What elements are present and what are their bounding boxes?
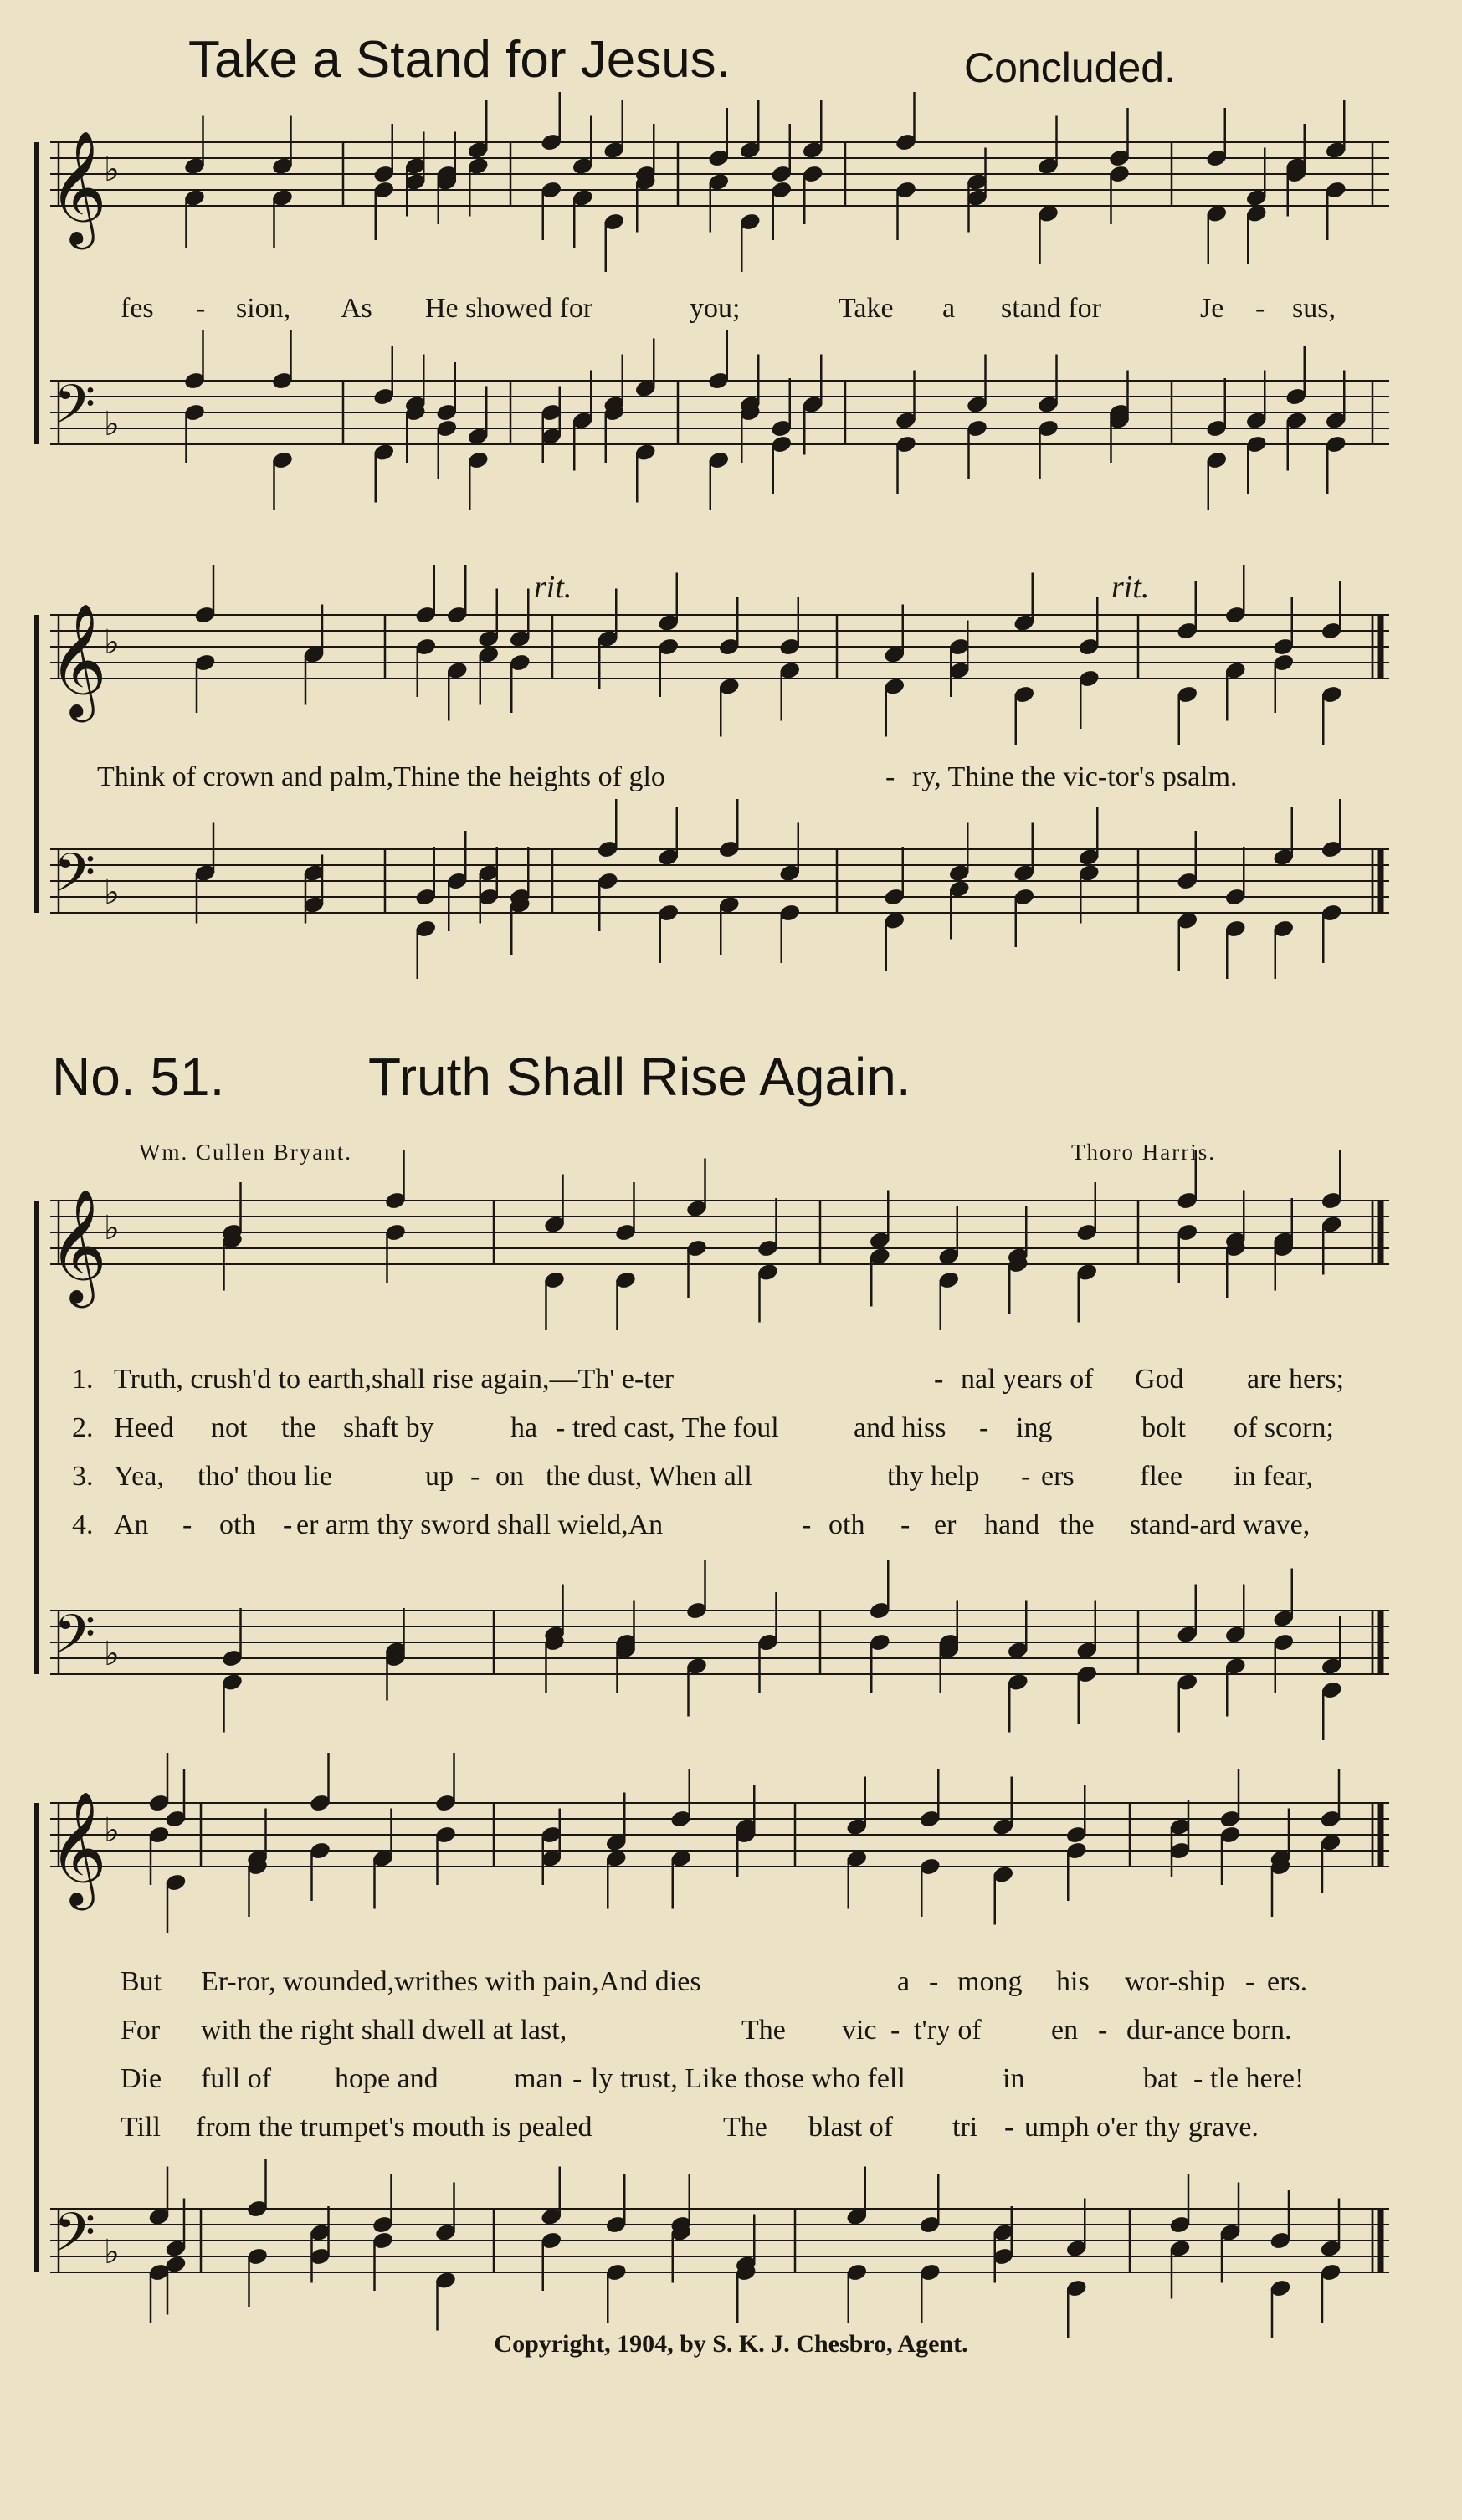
lyric-word: the [281, 1412, 316, 1443]
lyric-word: sion, [236, 293, 291, 324]
bass-clef-icon: 𝄢 [54, 374, 96, 449]
lyric-word: in fear, [1234, 1461, 1313, 1492]
lyric-word: tri [952, 2112, 978, 2143]
lyric-word: and hiss [854, 1412, 946, 1443]
verse-number: 2. [72, 1412, 94, 1443]
lyric-word: a [897, 1966, 911, 1997]
verse-line-3b [0, 2063, 1462, 2097]
lyric-word: sus, [1292, 293, 1336, 324]
lyric-word: Heed [114, 1412, 174, 1443]
lyric-word: dur-ance born. [1126, 2015, 1292, 2046]
lyric-word: thy help [887, 1461, 980, 1492]
flat-icon: ♭ [104, 623, 120, 662]
hymn-title-51: Truth Shall Rise Again. [368, 1047, 911, 1107]
lyric-word: Truth, crush'd to earth,shall rise again,—Th' e-ter [114, 1364, 675, 1395]
lyric-line-1 [0, 293, 1462, 326]
lyric-word: - [1255, 293, 1265, 324]
author-credit: Wm. Cullen Bryant. [139, 1140, 352, 1165]
verse-line-3 [0, 1461, 1462, 1494]
rit-mark-1: rit. [534, 570, 572, 605]
lyric-word: - [979, 1412, 989, 1443]
treble-clef-icon: 𝄞 [49, 1187, 107, 1303]
lyric-word: - [556, 1412, 566, 1443]
flat-icon: ♭ [104, 151, 120, 189]
rit-mark-2: rit. [1111, 570, 1150, 605]
lyric-word: en [1051, 2015, 1079, 2046]
lyric-word: ry, Thine the vic-tor's psalm. [912, 761, 1238, 792]
treble-clef-icon: 𝄞 [49, 602, 107, 717]
lyric-word: stand for [1001, 293, 1101, 324]
lyric-word: man [514, 2063, 563, 2094]
flat-icon: ♭ [104, 873, 120, 912]
lyric-word: from the trumpet's mouth is pealed [196, 2112, 592, 2143]
lyric-word: - [283, 1509, 293, 1540]
lyric-word: The [723, 2112, 767, 2143]
lyric-word: stand-ard wave, [1130, 1509, 1311, 1540]
lyric-word: tle here! [1210, 2063, 1305, 2094]
lyric-word: of scorn; [1234, 1412, 1334, 1443]
lyric-word: - [802, 1509, 812, 1540]
verse-number: 1. [72, 1364, 94, 1395]
hymn-number: No. 51. [52, 1047, 225, 1107]
treble-clef-icon: 𝄞 [49, 129, 107, 244]
lyric-word: God [1135, 1364, 1184, 1395]
lyric-word: Take [839, 293, 894, 324]
lyric-word: oth [828, 1509, 865, 1540]
lyric-word: Die [121, 2063, 162, 2094]
lyric-word: - [470, 1461, 480, 1492]
bass-clef-icon: 𝄢 [54, 843, 96, 918]
lyric-word: bolt [1141, 1412, 1186, 1443]
lyric-word: - [1245, 1966, 1255, 1997]
verse-line-4b [0, 2112, 1462, 2145]
verse-line-1 [0, 1364, 1462, 1397]
bass-clef-icon: 𝄢 [54, 1604, 96, 1679]
lyric-word: wor-ship [1125, 1966, 1226, 1997]
lyric-word: blast of [808, 2112, 894, 2143]
lyric-word: hand [984, 1509, 1040, 1540]
lyric-word: - [1098, 2015, 1108, 2046]
verse-block-a [0, 1364, 1462, 1565]
composer-credit: Thoro Harris. [1071, 1140, 1216, 1165]
lyric-word: his [1056, 1966, 1090, 1997]
lyric-word: in [1003, 2063, 1025, 2094]
lyric-word: hope and [335, 2063, 439, 2094]
lyric-word: ing [1016, 1412, 1053, 1443]
lyric-word: - [572, 2063, 582, 2094]
lyric-word: fes [121, 293, 154, 324]
lyric-word: oth [219, 1509, 256, 1540]
flat-icon: ♭ [104, 1209, 120, 1247]
lyric-word: nal years of [961, 1364, 1094, 1395]
lyric-word: - [934, 1364, 944, 1395]
verse-number: 4. [72, 1509, 94, 1540]
lyric-word: - [1021, 1461, 1031, 1492]
lyric-word: ly trust, Like those who fell [591, 2063, 905, 2094]
lyric-word: An [114, 1509, 149, 1540]
lyric-word: mong [957, 1966, 1023, 1997]
verse-number: 3. [72, 1461, 94, 1492]
lyric-word: - [182, 1509, 192, 1540]
lyric-word: t'ry of [914, 2015, 982, 2046]
lyric-word: - [196, 293, 206, 324]
flat-icon: ♭ [104, 1635, 120, 1673]
lyric-word: are hers; [1247, 1364, 1345, 1395]
lyric-word: a [942, 293, 956, 324]
lyric-word: - [1193, 2063, 1203, 2094]
lyric-word: Je [1200, 293, 1224, 324]
lyric-word: with the right shall dwell at last, [201, 2015, 567, 2046]
verse-line-2b [0, 2015, 1462, 2048]
concluded-label: Concluded. [964, 44, 1176, 91]
lyric-word: For [121, 2015, 161, 2046]
lyric-word: tho' thou lie [197, 1461, 333, 1492]
lyric-word: - [890, 2015, 900, 2046]
lyric-word: the [1059, 1509, 1095, 1540]
lyric-word: - [929, 1966, 939, 1997]
lyric-word: - [1004, 2112, 1014, 2143]
flat-icon: ♭ [104, 2233, 120, 2272]
lyric-word: He showed for [425, 293, 593, 324]
lyric-word: shaft by [343, 1412, 434, 1443]
lyric-word: the dust, When all [546, 1461, 752, 1492]
lyric-word: ers [1041, 1461, 1075, 1492]
verse-line-2 [0, 1412, 1462, 1446]
flat-icon: ♭ [104, 405, 120, 443]
lyric-word: ha [510, 1412, 538, 1443]
lyric-word: umph o'er thy grave. [1024, 2112, 1259, 2143]
lyric-word: ers. [1267, 1966, 1308, 1997]
verse-block-b [0, 1966, 1462, 2167]
lyric-word: flee [1140, 1461, 1182, 1492]
lyric-word: - [900, 1509, 911, 1540]
lyric-word: you; [690, 293, 741, 324]
lyric-word: Till [121, 2112, 161, 2143]
treble-clef-icon: 𝄞 [49, 1790, 107, 1905]
lyric-word: Think of crown and palm,Thine the heights of glo [97, 761, 665, 792]
lyric-word: - [885, 761, 895, 792]
verse-line-1b [0, 1966, 1462, 2000]
lyric-word: on [495, 1461, 524, 1492]
lyric-line-2 [0, 761, 1462, 795]
lyric-word: er [934, 1509, 957, 1540]
lyric-word: Yea, [114, 1461, 164, 1492]
lyric-word: not [211, 1412, 248, 1443]
lyric-word: vic [842, 2015, 877, 2046]
lyric-word: up [425, 1461, 454, 1492]
verse-line-4 [0, 1509, 1462, 1543]
lyric-word: But [121, 1966, 162, 1997]
hymn-title: Take a Stand for Jesus. [188, 31, 731, 89]
lyric-word: full of [201, 2063, 272, 2094]
lyric-word: Er-ror, wounded,writhes with pain,And dies [201, 1966, 701, 1997]
lyric-word: er arm thy sword shall wield,An [296, 1509, 664, 1540]
lyric-word: tred cast, The foul [572, 1412, 779, 1443]
bass-clef-icon: 𝄢 [54, 2202, 96, 2277]
copyright-notice: Copyright, 1904, by S. K. J. Chesbro, Agent. [494, 2330, 968, 2358]
flat-icon: ♭ [104, 1811, 120, 1850]
lyric-word: bat [1143, 2063, 1178, 2094]
lyric-word: As [341, 293, 372, 324]
lyric-word: The [741, 2015, 786, 2046]
